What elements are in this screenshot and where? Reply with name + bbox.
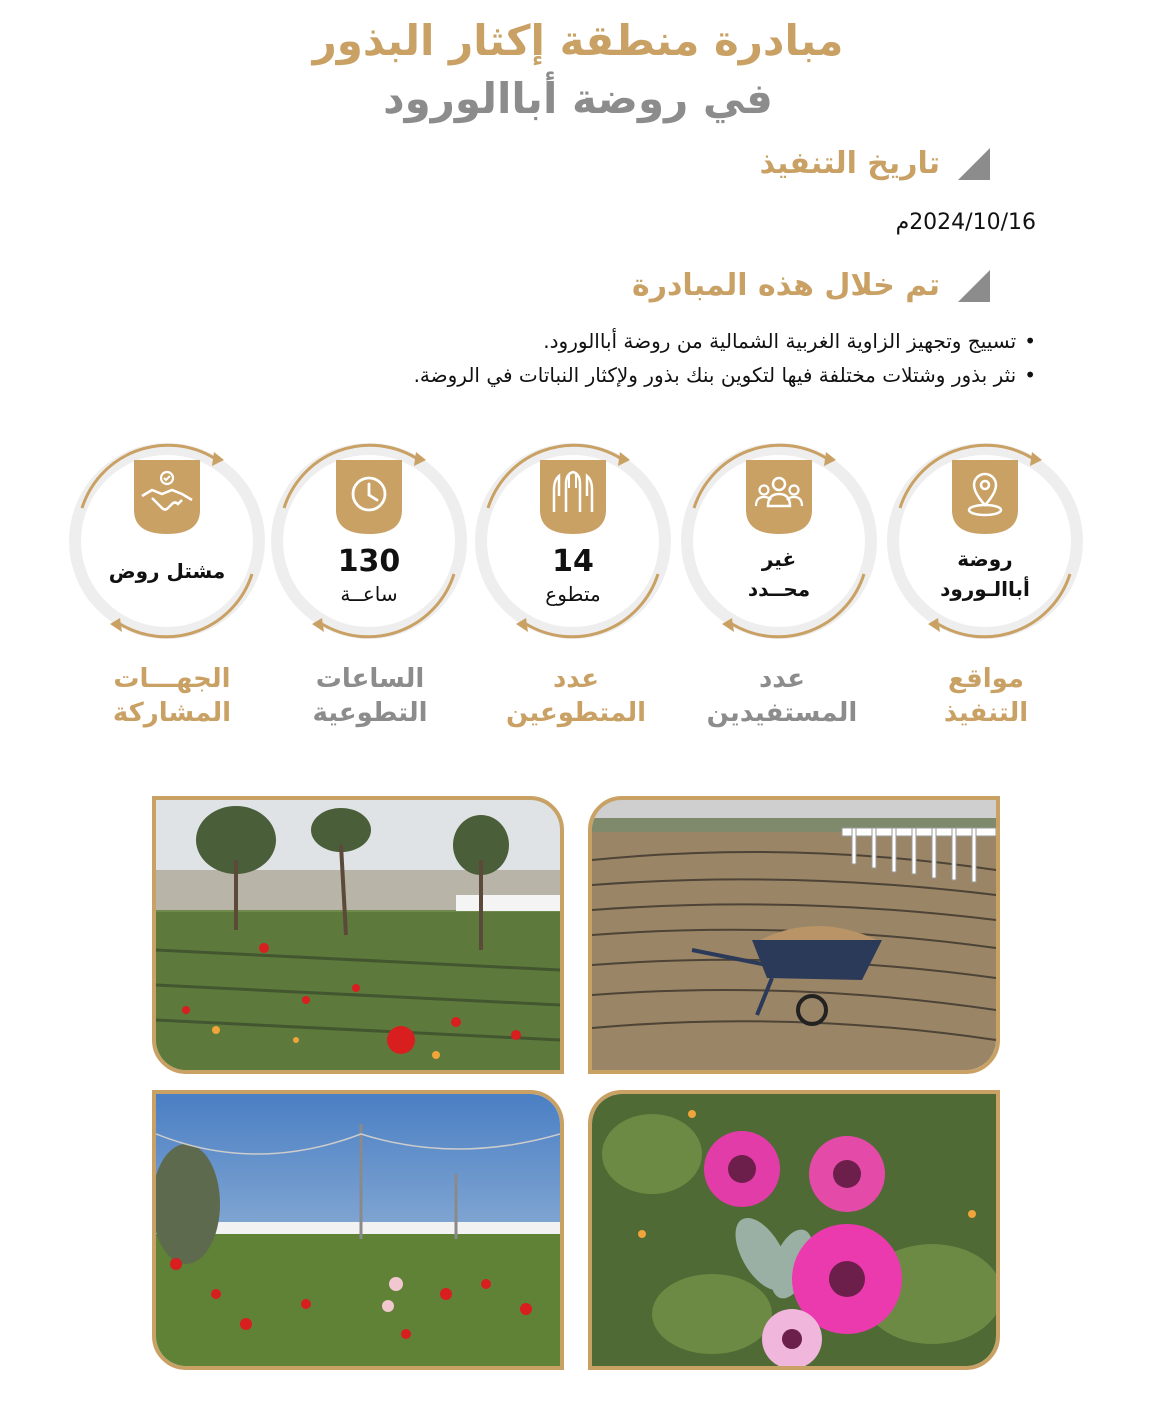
planted-field-with-wheelbarrow-photo <box>588 796 1000 1074</box>
raised-hands-icon <box>540 460 606 534</box>
stat-partners <box>64 438 270 644</box>
meadow-with-poppies-photo <box>152 1090 564 1370</box>
stat-value: غير <box>761 547 797 571</box>
stat-value: مشتل روض <box>108 559 226 583</box>
triangle-marker-icon <box>958 270 990 302</box>
stat-unit: متطوع <box>545 582 601 606</box>
bullet-dot: • <box>1024 363 1036 387</box>
page-title: مبادرة منطقة إكثار البذور <box>312 16 844 65</box>
bullet-dot: • <box>1024 329 1036 353</box>
stat-locations <box>882 438 1088 644</box>
stat-unit: ساعــة <box>340 582 398 606</box>
group-icon <box>746 460 812 534</box>
list-item: •نثر بذور وشتلات مختلفة فيها لتكوين بنك بذور ولإكثار النباتات في الروضة. <box>413 363 1036 387</box>
stat-value-line2: محــدد <box>747 577 811 601</box>
stat-hours <box>266 438 472 644</box>
stat-beneficiaries <box>676 438 882 644</box>
activities-section-heading <box>632 268 990 303</box>
activities-heading-label: تم خلال هذه المبادرة <box>632 268 940 303</box>
execution-date: 2024/10/16م <box>895 210 1036 235</box>
field-with-trees-and-red-flowers-photo <box>152 796 564 1074</box>
location-pin-icon <box>952 460 1018 534</box>
page-subtitle: في روضة أباالورود <box>383 74 773 123</box>
stat-value-line2: أباالـورود <box>940 577 1030 601</box>
date-section-heading <box>760 146 990 181</box>
date-heading-label: تاريخ التنفيذ <box>759 146 940 181</box>
pink-flowers-closeup-photo <box>588 1090 1000 1370</box>
stat-value: 130 <box>337 544 401 579</box>
list-item: •تسييج وتجهيز الزاوية الغربية الشمالية من روضة أباالورود. <box>543 329 1036 353</box>
clock-icon <box>336 460 402 534</box>
triangle-marker-icon <box>958 148 990 180</box>
stat-caption-volunteers: عدد المتطوعين <box>505 664 647 728</box>
handshake-icon <box>134 460 200 534</box>
stat-caption-partners: الجهـــات المشاركة <box>112 664 232 728</box>
stat-caption-beneficiaries: عدد المستفيدين <box>706 664 858 728</box>
stat-caption-hours: الساعات التطوعية <box>312 664 428 728</box>
activities-list <box>116 324 1036 392</box>
stat-value: روضة <box>957 547 1013 571</box>
stat-volunteers <box>470 438 676 644</box>
stat-value: 14 <box>552 544 594 579</box>
stat-caption-locations: مواقع التنفيذ <box>943 664 1029 728</box>
